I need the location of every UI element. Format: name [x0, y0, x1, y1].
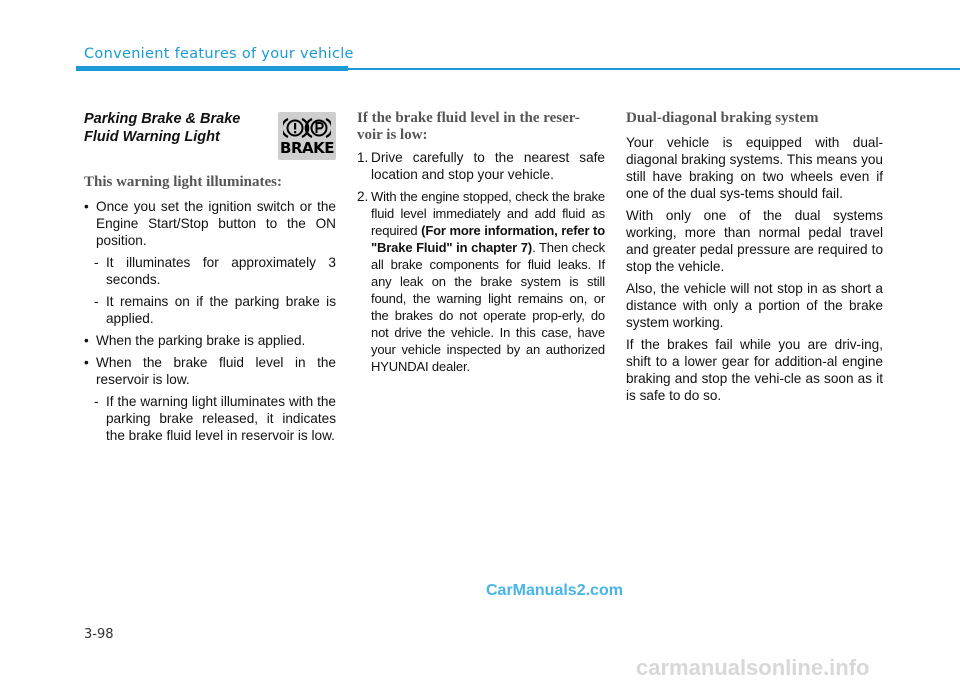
page-number: 3-98 — [84, 627, 114, 642]
list-item: - It remains on if the parking brake is applied. — [94, 294, 336, 326]
dash-icon: - — [94, 255, 99, 270]
dash-icon: - — [94, 394, 99, 409]
paragraph: Also, the vehicle will not stop in as short a distance with only a portion of the brake system working. — [626, 281, 883, 330]
watermark-carmanualsonline[interactable]: carmanualsonline.info — [636, 655, 870, 680]
list-item: - It illuminates for approximately 3 seconds. — [94, 255, 336, 287]
column-low-fluid — [357, 110, 605, 380]
low-fluid-heading: If the brake fluid level in the reser-voir is low: — [357, 110, 580, 143]
warning-light-title: Parking Brake & Brake Fluid Warning Light — [84, 111, 241, 145]
header-accent-bar — [76, 66, 348, 71]
dual-diagonal-heading: Dual-diagonal braking system — [626, 110, 819, 126]
bullet-icon: • — [84, 355, 89, 370]
illuminates-subheading: This warning light illuminates: — [84, 174, 282, 190]
brake-warning-icon — [278, 112, 336, 160]
exclamation-parking-symbols-icon — [283, 116, 331, 140]
section-header-title: Convenient features of your vehicle — [84, 46, 354, 62]
dash-icon: - — [94, 294, 99, 309]
list-item: • When the parking brake is applied. — [84, 333, 306, 348]
chapter-reference: (For more information, refer to "Brake Fluid" in chapter 7) — [371, 223, 605, 255]
bullet-icon: • — [84, 199, 89, 214]
list-item: • When the brake fluid level in the reservoir is low. — [84, 355, 336, 387]
list-item: • Once you set the ignition switch or the Engine Start/Stop button to the ON position. — [84, 199, 336, 248]
paragraph: With only one of the dual systems working, more than normal pedal travel and greater pedal pressure are required to stop the vehicle. — [626, 208, 883, 274]
watermark-carmanuals2[interactable]: CarManuals2.com — [486, 582, 623, 599]
paragraph: Your vehicle is equipped with dual-diagonal braking systems. This means you still have braking on two wheels even if one of the dual sys-tems should fail. — [626, 135, 883, 201]
paragraph: If the brakes fail while you are driv-ing, shift to a lower gear for addition-al engine braking and stop the vehi-cle as soon as it is safe to do so. — [626, 337, 883, 403]
list-item: - If the warning light illuminates with the parking brake released, it indicates the brake fluid level in reservoir is low. — [94, 394, 336, 443]
warning-light-title-row — [84, 110, 336, 160]
header-rule — [348, 68, 960, 70]
column-parking-brake — [84, 110, 336, 449]
brake-icon-label: BRAKE — [280, 139, 334, 157]
column-dual-diagonal — [626, 110, 883, 409]
list-item: 2. With the engine stopped, check the brake fluid level immediately and add fluid as required (For more information, refer to "Brake Fluid" in chapter 7). Then check all brake components for fluid leaks. If any leak on the brake system is still found, the warning light remains on, or the brakes do not operate prop-erly, do not drive the vehicle. In this case, have your vehicle inspected by an authorized HYUNDAI dealer. — [357, 189, 605, 374]
list-item: 1. Drive carefully to the nearest safe location and stop your vehicle. — [357, 150, 605, 182]
bullet-icon: • — [84, 333, 89, 348]
